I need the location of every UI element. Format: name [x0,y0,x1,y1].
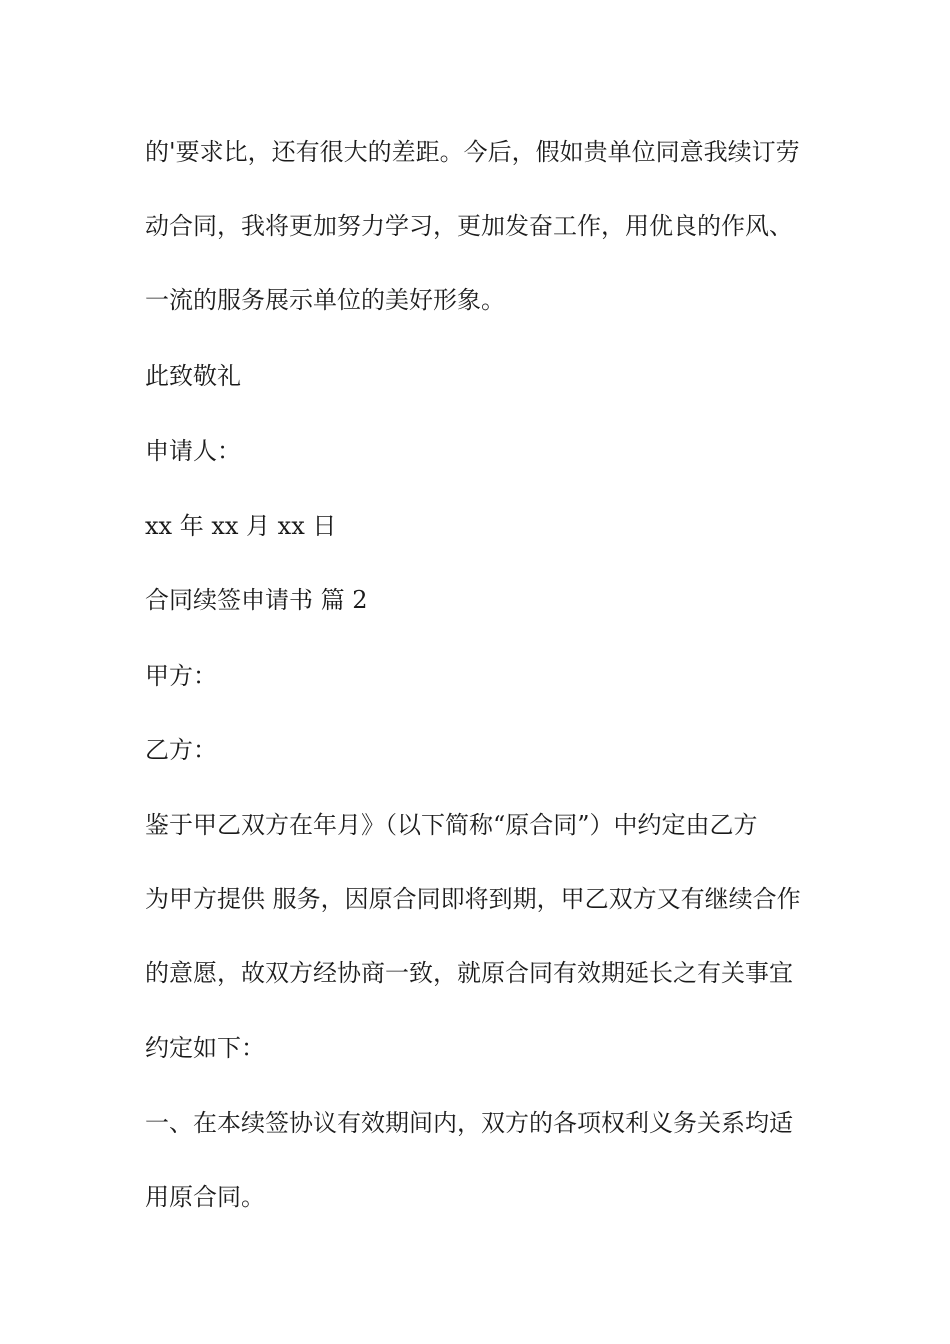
paragraph-line: 一流的服务展示单位的美好形象。 [145,286,505,314]
paragraph-line: 动合同，我将更加努力学习，更加发奋工作，用优良的作风、 [145,212,793,240]
party-b-label: 乙方： [145,736,217,764]
paragraph-line: 为甲方提供 服务，因原合同即将到期，甲乙双方又有继续合作 [145,885,801,913]
paragraph-line: 的'要求比，还有很大的差距。今后，假如贵单位同意我续订劳 [145,138,800,166]
party-a-label: 甲方： [145,662,217,690]
applicant-label: 申请人： [145,437,241,465]
date-line: xx 年 xx 月 xx 日 [145,512,337,540]
closing-salutation: 此致敬礼 [145,362,241,390]
paragraph-line: 约定如下： [145,1034,265,1062]
paragraph-line: 的意愿，故双方经协商一致，就原合同有效期延长之有关事宜 [145,959,793,987]
clause-line: 一、在本续签协议有效期间内，双方的各项权利义务关系均适 [145,1109,793,1137]
paragraph-line: 鉴于甲乙双方在年月》（以下简称“原合同”）中约定由乙方 [145,811,758,839]
section-heading: 合同续签申请书 篇 2 [145,586,368,614]
clause-line: 用原合同。 [145,1183,265,1211]
